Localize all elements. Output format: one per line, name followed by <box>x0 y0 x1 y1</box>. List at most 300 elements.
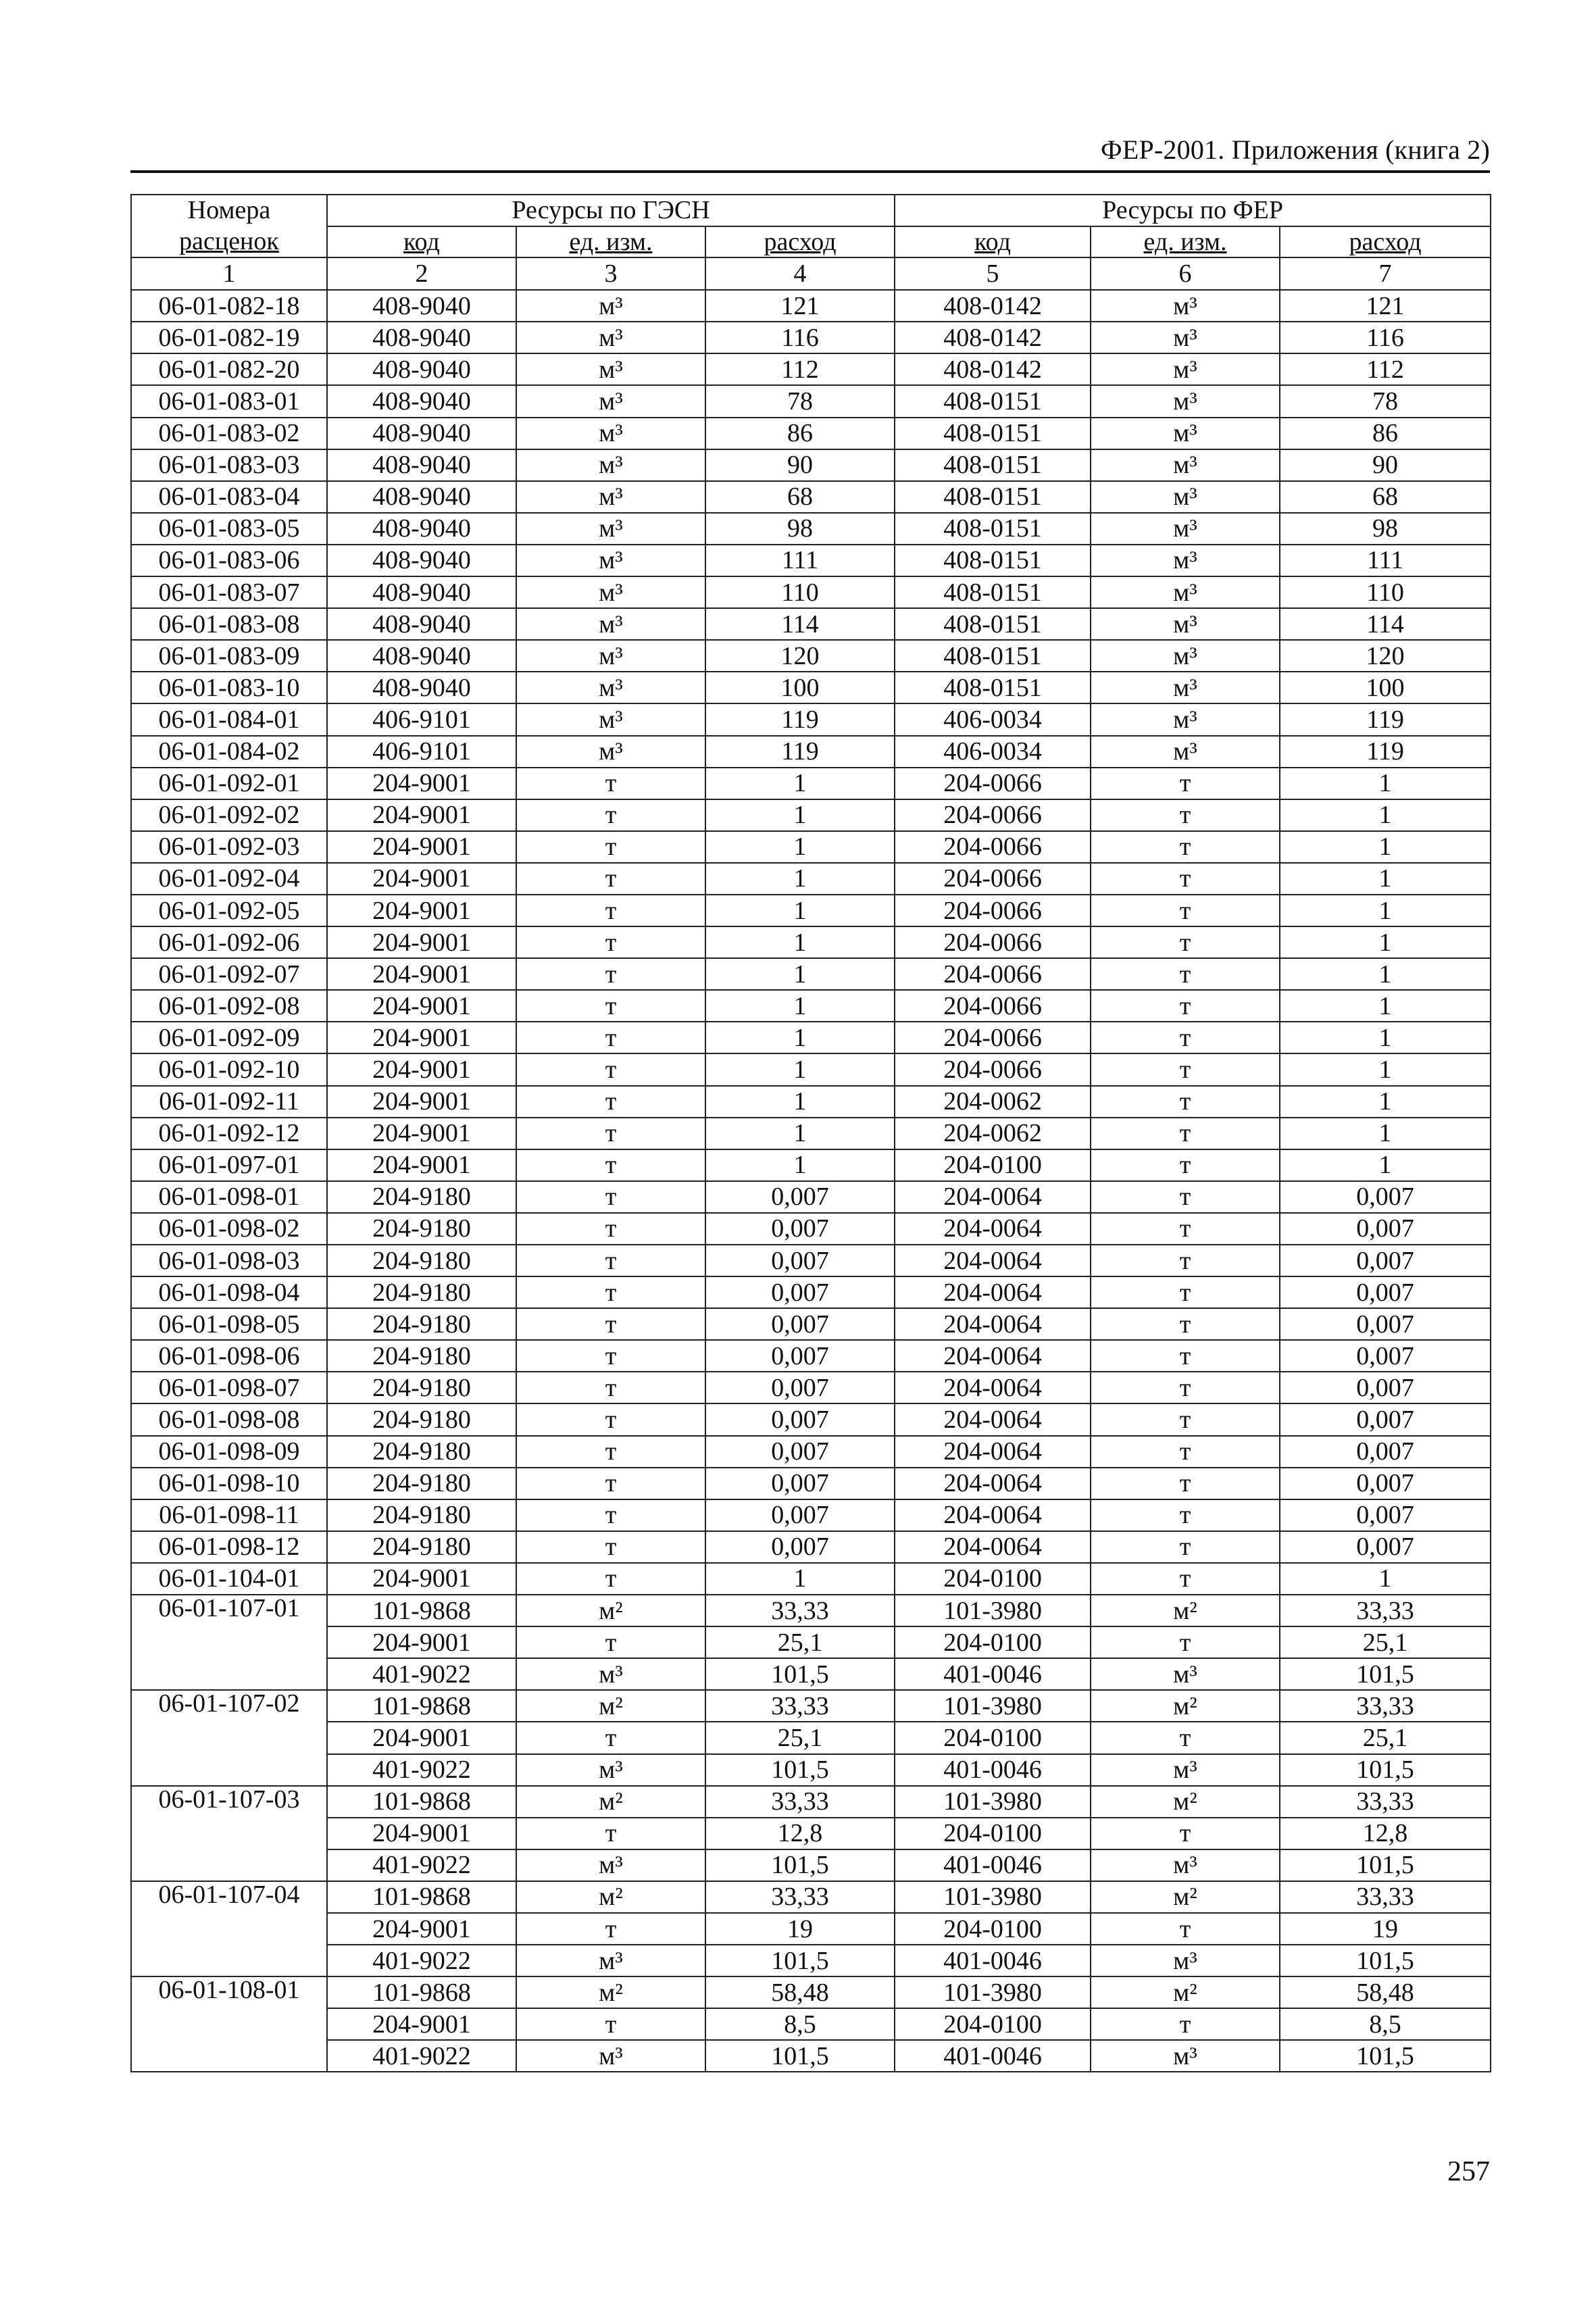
gesn-qty-cell: 112 <box>705 353 895 385</box>
fer-unit-cell: т <box>1091 1468 1280 1499</box>
gesn-qty-cell: 101,5 <box>705 1849 895 1881</box>
fer-unit-cell: т <box>1091 768 1280 799</box>
gesn-unit-cell: т <box>516 1308 705 1340</box>
table-row <box>131 640 1491 672</box>
header-rate-line2: расценок <box>179 226 279 255</box>
fer-code-cell: 408-0142 <box>895 290 1091 322</box>
gesn-qty-cell: 1 <box>705 1022 895 1053</box>
rate-number-cell: 06-01-084-02 <box>131 736 327 768</box>
gesn-unit-cell: м³ <box>516 1754 705 1786</box>
gesn-unit-cell: м³ <box>516 640 705 672</box>
gesn-qty-cell: 1 <box>705 863 895 895</box>
gesn-code-cell: 204-9180 <box>327 1308 516 1340</box>
fer-qty-cell: 1 <box>1280 1086 1491 1118</box>
fer-qty-cell: 0,007 <box>1280 1213 1491 1245</box>
gesn-code-cell: 204-9001 <box>327 1722 516 1753</box>
rate-number-cell: 06-01-098-08 <box>131 1403 327 1435</box>
header-fer-qty: расход <box>1280 226 1491 258</box>
fer-code-cell: 101-3980 <box>895 1881 1091 1913</box>
fer-code-cell: 408-0151 <box>895 672 1091 703</box>
gesn-qty-cell: 19 <box>705 1913 895 1945</box>
table-row <box>131 1372 1491 1403</box>
table-row <box>131 481 1491 513</box>
table-row <box>131 831 1491 863</box>
fer-code-cell: 204-0066 <box>895 768 1091 799</box>
fer-qty-cell: 1 <box>1280 863 1491 895</box>
gesn-code-cell: 101-9868 <box>327 1786 516 1818</box>
rate-number-cell: 06-01-108-01 <box>131 1976 327 2072</box>
gesn-code-cell: 408-9040 <box>327 385 516 417</box>
table-row <box>131 1245 1491 1276</box>
resource-table-wrapper <box>130 194 1490 2072</box>
gesn-unit-cell: т <box>516 926 705 958</box>
fer-code-cell: 408-0151 <box>895 608 1091 640</box>
rate-number-cell: 06-01-098-04 <box>131 1276 327 1308</box>
gesn-code-cell: 204-9180 <box>327 1276 516 1308</box>
table-row <box>131 1881 1491 1913</box>
table-row <box>131 1403 1491 1435</box>
gesn-code-cell: 204-9180 <box>327 1499 516 1531</box>
gesn-qty-cell: 121 <box>705 290 895 322</box>
gesn-qty-cell: 1 <box>705 799 895 831</box>
gesn-qty-cell: 1 <box>705 958 895 990</box>
fer-qty-cell: 100 <box>1280 672 1491 703</box>
gesn-code-cell: 204-9001 <box>327 990 516 1022</box>
gesn-qty-cell: 0,007 <box>705 1499 895 1531</box>
rate-number-cell: 06-01-092-10 <box>131 1053 327 1085</box>
table-row <box>131 576 1491 608</box>
header-fer-code: код <box>895 226 1091 258</box>
gesn-unit-cell: т <box>516 1372 705 1403</box>
gesn-code-cell: 101-9868 <box>327 1976 516 2008</box>
fer-qty-cell: 116 <box>1280 322 1491 353</box>
gesn-unit-cell: м² <box>516 1690 705 1722</box>
rate-number-cell: 06-01-082-18 <box>131 290 327 322</box>
gesn-unit-cell: т <box>516 2008 705 2040</box>
gesn-qty-cell: 0,007 <box>705 1276 895 1308</box>
gesn-unit-cell: т <box>516 1276 705 1308</box>
fer-unit-cell: м³ <box>1091 449 1280 481</box>
fer-code-cell: 408-0151 <box>895 545 1091 576</box>
table-row <box>131 1053 1491 1085</box>
table-row <box>131 863 1491 895</box>
gesn-qty-cell: 101,5 <box>705 1945 895 1976</box>
fer-code-cell: 204-0066 <box>895 863 1091 895</box>
rate-number-cell: 06-01-107-02 <box>131 1690 327 1785</box>
gesn-unit-cell: т <box>516 1626 705 1658</box>
fer-unit-cell: т <box>1091 1626 1280 1658</box>
fer-code-cell: 406-0034 <box>895 736 1091 768</box>
rate-number-cell: 06-01-092-06 <box>131 926 327 958</box>
fer-unit-cell: т <box>1091 1818 1280 1849</box>
fer-qty-cell: 0,007 <box>1280 1340 1491 1372</box>
gesn-code-cell: 408-9040 <box>327 513 516 545</box>
header-rate-numbers <box>131 195 327 257</box>
fer-unit-cell: т <box>1091 1340 1280 1372</box>
rate-number-cell: 06-01-107-01 <box>131 1595 327 1690</box>
table-row <box>131 1118 1491 1149</box>
table-row <box>131 1499 1491 1531</box>
rate-number-cell: 06-01-092-11 <box>131 1086 327 1118</box>
fer-code-cell: 204-0062 <box>895 1086 1091 1118</box>
fer-unit-cell: м³ <box>1091 608 1280 640</box>
table-row <box>131 1340 1491 1372</box>
gesn-qty-cell: 8,5 <box>705 2008 895 2040</box>
gesn-code-cell: 204-9001 <box>327 1913 516 1945</box>
fer-code-cell: 408-0142 <box>895 322 1091 353</box>
table-row <box>131 1563 1491 1595</box>
gesn-unit-cell: т <box>516 1053 705 1085</box>
rate-number-cell: 06-01-092-09 <box>131 1022 327 1053</box>
rate-number-cell: 06-01-083-03 <box>131 449 327 481</box>
fer-code-cell: 401-0046 <box>895 1849 1091 1881</box>
fer-code-cell: 101-3980 <box>895 1690 1091 1722</box>
rate-number-cell: 06-01-083-04 <box>131 481 327 513</box>
running-header: ФЕР-2001. Приложения (книга 2) <box>1101 134 1490 165</box>
fer-qty-cell: 0,007 <box>1280 1436 1491 1468</box>
table-row <box>131 958 1491 990</box>
table-row <box>131 1308 1491 1340</box>
gesn-unit-cell: м³ <box>516 1945 705 1976</box>
fer-qty-cell: 101,5 <box>1280 1849 1491 1881</box>
rate-number-cell: 06-01-098-06 <box>131 1340 327 1372</box>
gesn-unit-cell: м³ <box>516 736 705 768</box>
gesn-qty-cell: 0,007 <box>705 1372 895 1403</box>
gesn-unit-cell: м³ <box>516 1849 705 1881</box>
gesn-code-cell: 401-9022 <box>327 1849 516 1881</box>
gesn-qty-cell: 0,007 <box>705 1181 895 1213</box>
fer-qty-cell: 0,007 <box>1280 1372 1491 1403</box>
table-row <box>131 545 1491 576</box>
gesn-qty-cell: 1 <box>705 895 895 926</box>
gesn-unit-cell: м² <box>516 1976 705 2008</box>
fer-unit-cell: м³ <box>1091 640 1280 672</box>
fer-code-cell: 204-0064 <box>895 1372 1091 1403</box>
fer-code-cell: 204-0064 <box>895 1436 1091 1468</box>
gesn-unit-cell: т <box>516 1436 705 1468</box>
gesn-qty-cell: 33,33 <box>705 1595 895 1626</box>
gesn-unit-cell: т <box>516 1213 705 1245</box>
fer-unit-cell: м³ <box>1091 385 1280 417</box>
table-row <box>131 1658 1491 1690</box>
gesn-unit-cell: м³ <box>516 703 705 735</box>
gesn-code-cell: 204-9001 <box>327 958 516 990</box>
fer-unit-cell: м² <box>1091 1881 1280 1913</box>
gesn-unit-cell: м³ <box>516 385 705 417</box>
table-row <box>131 1436 1491 1468</box>
fer-code-cell: 204-0064 <box>895 1531 1091 1563</box>
table-row <box>131 322 1491 353</box>
rate-number-cell: 06-01-098-01 <box>131 1181 327 1213</box>
fer-qty-cell: 0,007 <box>1280 1403 1491 1435</box>
gesn-qty-cell: 1 <box>705 1563 895 1595</box>
gesn-unit-cell: м³ <box>516 481 705 513</box>
rate-number-cell: 06-01-092-07 <box>131 958 327 990</box>
gesn-code-cell: 204-9001 <box>327 863 516 895</box>
fer-code-cell: 204-0066 <box>895 799 1091 831</box>
gesn-code-cell: 204-9180 <box>327 1245 516 1276</box>
fer-qty-cell: 1 <box>1280 768 1491 799</box>
header-gesn-unit: ед. изм. <box>516 226 705 258</box>
gesn-unit-cell: т <box>516 1118 705 1149</box>
gesn-unit-cell: т <box>516 1086 705 1118</box>
fer-code-cell: 101-3980 <box>895 1786 1091 1818</box>
fer-code-cell: 101-3980 <box>895 1976 1091 2008</box>
fer-qty-cell: 101,5 <box>1280 2040 1491 2072</box>
rate-number-cell: 06-01-098-03 <box>131 1245 327 1276</box>
gesn-unit-cell: м³ <box>516 418 705 449</box>
gesn-unit-cell: м³ <box>516 2040 705 2072</box>
gesn-code-cell: 204-9180 <box>327 1403 516 1435</box>
fer-unit-cell: м³ <box>1091 672 1280 703</box>
gesn-code-cell: 408-9040 <box>327 640 516 672</box>
fer-unit-cell: т <box>1091 990 1280 1022</box>
fer-qty-cell: 25,1 <box>1280 1626 1491 1658</box>
fer-unit-cell: т <box>1091 1372 1280 1403</box>
fer-unit-cell: м² <box>1091 1595 1280 1626</box>
fer-unit-cell: т <box>1091 926 1280 958</box>
rate-number-cell: 06-01-098-11 <box>131 1499 327 1531</box>
rate-number-cell: 06-01-092-12 <box>131 1118 327 1149</box>
table-row <box>131 1022 1491 1053</box>
fer-qty-cell: 0,007 <box>1280 1531 1491 1563</box>
fer-qty-cell: 112 <box>1280 353 1491 385</box>
fer-qty-cell: 33,33 <box>1280 1881 1491 1913</box>
table-row <box>131 2040 1491 2072</box>
gesn-code-cell: 408-9040 <box>327 322 516 353</box>
fer-code-cell: 204-0066 <box>895 926 1091 958</box>
header-fer-unit: ед. изм. <box>1091 226 1280 258</box>
gesn-qty-cell: 0,007 <box>705 1213 895 1245</box>
fer-qty-cell: 121 <box>1280 290 1491 322</box>
fer-code-cell: 204-0100 <box>895 1149 1091 1181</box>
table-row <box>131 418 1491 449</box>
gesn-code-cell: 204-9180 <box>327 1468 516 1499</box>
fer-qty-cell: 1 <box>1280 799 1491 831</box>
fer-unit-cell: т <box>1091 1563 1280 1595</box>
gesn-code-cell: 401-9022 <box>327 1945 516 1976</box>
fer-code-cell: 204-0062 <box>895 1118 1091 1149</box>
rate-number-cell: 06-01-098-09 <box>131 1436 327 1468</box>
gesn-code-cell: 204-9180 <box>327 1436 516 1468</box>
fer-unit-cell: м² <box>1091 1690 1280 1722</box>
fer-qty-cell: 0,007 <box>1280 1276 1491 1308</box>
gesn-qty-cell: 1 <box>705 990 895 1022</box>
fer-qty-cell: 0,007 <box>1280 1245 1491 1276</box>
gesn-qty-cell: 119 <box>705 703 895 735</box>
fer-code-cell: 204-0064 <box>895 1213 1091 1245</box>
fer-code-cell: 401-0046 <box>895 1658 1091 1690</box>
fer-code-cell: 204-0064 <box>895 1245 1091 1276</box>
fer-qty-cell: 33,33 <box>1280 1786 1491 1818</box>
fer-qty-cell: 33,33 <box>1280 1690 1491 1722</box>
rate-number-cell: 06-01-092-03 <box>131 831 327 863</box>
rate-number-cell: 06-01-084-01 <box>131 703 327 735</box>
gesn-qty-cell: 0,007 <box>705 1403 895 1435</box>
gesn-qty-cell: 0,007 <box>705 1436 895 1468</box>
rate-number-cell: 06-01-098-05 <box>131 1308 327 1340</box>
fer-qty-cell: 12,8 <box>1280 1818 1491 1849</box>
gesn-unit-cell: м³ <box>516 449 705 481</box>
fer-qty-cell: 0,007 <box>1280 1468 1491 1499</box>
fer-qty-cell: 1 <box>1280 1022 1491 1053</box>
fer-code-cell: 204-0100 <box>895 1818 1091 1849</box>
table-row <box>131 1276 1491 1308</box>
table-row <box>131 768 1491 799</box>
gesn-unit-cell: м² <box>516 1786 705 1818</box>
gesn-unit-cell: т <box>516 958 705 990</box>
fer-unit-cell: т <box>1091 1181 1280 1213</box>
gesn-code-cell: 408-9040 <box>327 608 516 640</box>
fer-qty-cell: 101,5 <box>1280 1754 1491 1786</box>
gesn-unit-cell: т <box>516 1722 705 1753</box>
gesn-qty-cell: 1 <box>705 831 895 863</box>
gesn-qty-cell: 101,5 <box>705 1658 895 1690</box>
fer-code-cell: 401-0046 <box>895 1945 1091 1976</box>
gesn-code-cell: 401-9022 <box>327 2040 516 2072</box>
fer-qty-cell: 0,007 <box>1280 1499 1491 1531</box>
gesn-code-cell: 204-9001 <box>327 768 516 799</box>
table-row <box>131 513 1491 545</box>
gesn-qty-cell: 120 <box>705 640 895 672</box>
gesn-qty-cell: 1 <box>705 1086 895 1118</box>
table-row <box>131 1626 1491 1658</box>
fer-unit-cell: м³ <box>1091 353 1280 385</box>
gesn-code-cell: 406-9101 <box>327 736 516 768</box>
rate-number-cell: 06-01-092-04 <box>131 863 327 895</box>
gesn-unit-cell: т <box>516 990 705 1022</box>
fer-code-cell: 204-0064 <box>895 1181 1091 1213</box>
gesn-unit-cell: т <box>516 1531 705 1563</box>
fer-qty-cell: 1 <box>1280 1563 1491 1595</box>
fer-qty-cell: 119 <box>1280 736 1491 768</box>
gesn-unit-cell: т <box>516 831 705 863</box>
header-gesn-qty: расход <box>705 226 895 258</box>
gesn-qty-cell: 68 <box>705 481 895 513</box>
fer-code-cell: 401-0046 <box>895 1754 1091 1786</box>
gesn-unit-cell: т <box>516 1340 705 1372</box>
table-row <box>131 703 1491 735</box>
table-row <box>131 1913 1491 1945</box>
fer-qty-cell: 119 <box>1280 703 1491 735</box>
fer-code-cell: 204-0100 <box>895 1626 1091 1658</box>
fer-code-cell: 408-0142 <box>895 353 1091 385</box>
column-number: 4 <box>705 257 895 290</box>
gesn-unit-cell: т <box>516 1913 705 1945</box>
fer-code-cell: 406-0034 <box>895 703 1091 735</box>
fer-unit-cell: м³ <box>1091 322 1280 353</box>
fer-qty-cell: 0,007 <box>1280 1181 1491 1213</box>
fer-unit-cell: т <box>1091 1213 1280 1245</box>
header-rule <box>130 170 1490 173</box>
fer-unit-cell: т <box>1091 1053 1280 1085</box>
fer-code-cell: 204-0100 <box>895 2008 1091 2040</box>
fer-code-cell: 408-0151 <box>895 640 1091 672</box>
gesn-code-cell: 204-9180 <box>327 1531 516 1563</box>
gesn-qty-cell: 1 <box>705 1118 895 1149</box>
fer-qty-cell: 1 <box>1280 926 1491 958</box>
table-row <box>131 1818 1491 1849</box>
gesn-code-cell: 204-9001 <box>327 1022 516 1053</box>
gesn-qty-cell: 116 <box>705 322 895 353</box>
table-row <box>131 736 1491 768</box>
fer-unit-cell: м³ <box>1091 2040 1280 2072</box>
table-row <box>131 290 1491 322</box>
column-number: 5 <box>895 257 1091 290</box>
gesn-unit-cell: м³ <box>516 322 705 353</box>
gesn-unit-cell: т <box>516 1468 705 1499</box>
fer-unit-cell: т <box>1091 1722 1280 1753</box>
gesn-code-cell: 204-9001 <box>327 2008 516 2040</box>
fer-qty-cell: 33,33 <box>1280 1595 1491 1626</box>
table-row <box>131 1595 1491 1626</box>
gesn-qty-cell: 90 <box>705 449 895 481</box>
rate-number-cell: 06-01-083-01 <box>131 385 327 417</box>
table-row <box>131 1976 1491 2008</box>
fer-code-cell: 204-0066 <box>895 990 1091 1022</box>
fer-code-cell: 408-0151 <box>895 385 1091 417</box>
gesn-unit-cell: т <box>516 1563 705 1595</box>
gesn-unit-cell: т <box>516 1149 705 1181</box>
fer-unit-cell: т <box>1091 1436 1280 1468</box>
fer-qty-cell: 1 <box>1280 958 1491 990</box>
gesn-unit-cell: т <box>516 1022 705 1053</box>
gesn-code-cell: 204-9001 <box>327 926 516 958</box>
gesn-qty-cell: 1 <box>705 1149 895 1181</box>
table-row <box>131 1722 1491 1753</box>
fer-qty-cell: 114 <box>1280 608 1491 640</box>
fer-unit-cell: т <box>1091 799 1280 831</box>
gesn-qty-cell: 0,007 <box>705 1340 895 1372</box>
gesn-qty-cell: 25,1 <box>705 1722 895 1753</box>
rate-number-cell: 06-01-107-03 <box>131 1786 327 1881</box>
fer-qty-cell: 1 <box>1280 1149 1491 1181</box>
gesn-qty-cell: 86 <box>705 418 895 449</box>
column-number: 3 <box>516 257 705 290</box>
table-row <box>131 1181 1491 1213</box>
gesn-code-cell: 204-9001 <box>327 1053 516 1085</box>
gesn-unit-cell: т <box>516 895 705 926</box>
fer-unit-cell: м³ <box>1091 1658 1280 1690</box>
gesn-qty-cell: 25,1 <box>705 1626 895 1658</box>
fer-unit-cell: т <box>1091 1245 1280 1276</box>
rate-number-cell: 06-01-098-12 <box>131 1531 327 1563</box>
gesn-code-cell: 101-9868 <box>327 1690 516 1722</box>
fer-unit-cell: т <box>1091 958 1280 990</box>
gesn-qty-cell: 98 <box>705 513 895 545</box>
gesn-qty-cell: 0,007 <box>705 1245 895 1276</box>
fer-unit-cell: м³ <box>1091 418 1280 449</box>
fer-unit-cell: м³ <box>1091 736 1280 768</box>
fer-code-cell: 204-0064 <box>895 1499 1091 1531</box>
fer-unit-cell: т <box>1091 1118 1280 1149</box>
fer-unit-cell: т <box>1091 831 1280 863</box>
fer-qty-cell: 1 <box>1280 831 1491 863</box>
gesn-code-cell: 204-9001 <box>327 895 516 926</box>
table-row <box>131 1786 1491 1818</box>
fer-code-cell: 408-0151 <box>895 481 1091 513</box>
column-number: 1 <box>131 257 327 290</box>
gesn-code-cell: 204-9001 <box>327 1149 516 1181</box>
column-number: 6 <box>1091 257 1280 290</box>
rate-number-cell: 06-01-083-05 <box>131 513 327 545</box>
gesn-unit-cell: т <box>516 863 705 895</box>
gesn-code-cell: 101-9868 <box>327 1595 516 1626</box>
table-row <box>131 449 1491 481</box>
gesn-code-cell: 204-9001 <box>327 1086 516 1118</box>
rate-number-cell: 06-01-092-05 <box>131 895 327 926</box>
fer-code-cell: 204-0064 <box>895 1403 1091 1435</box>
